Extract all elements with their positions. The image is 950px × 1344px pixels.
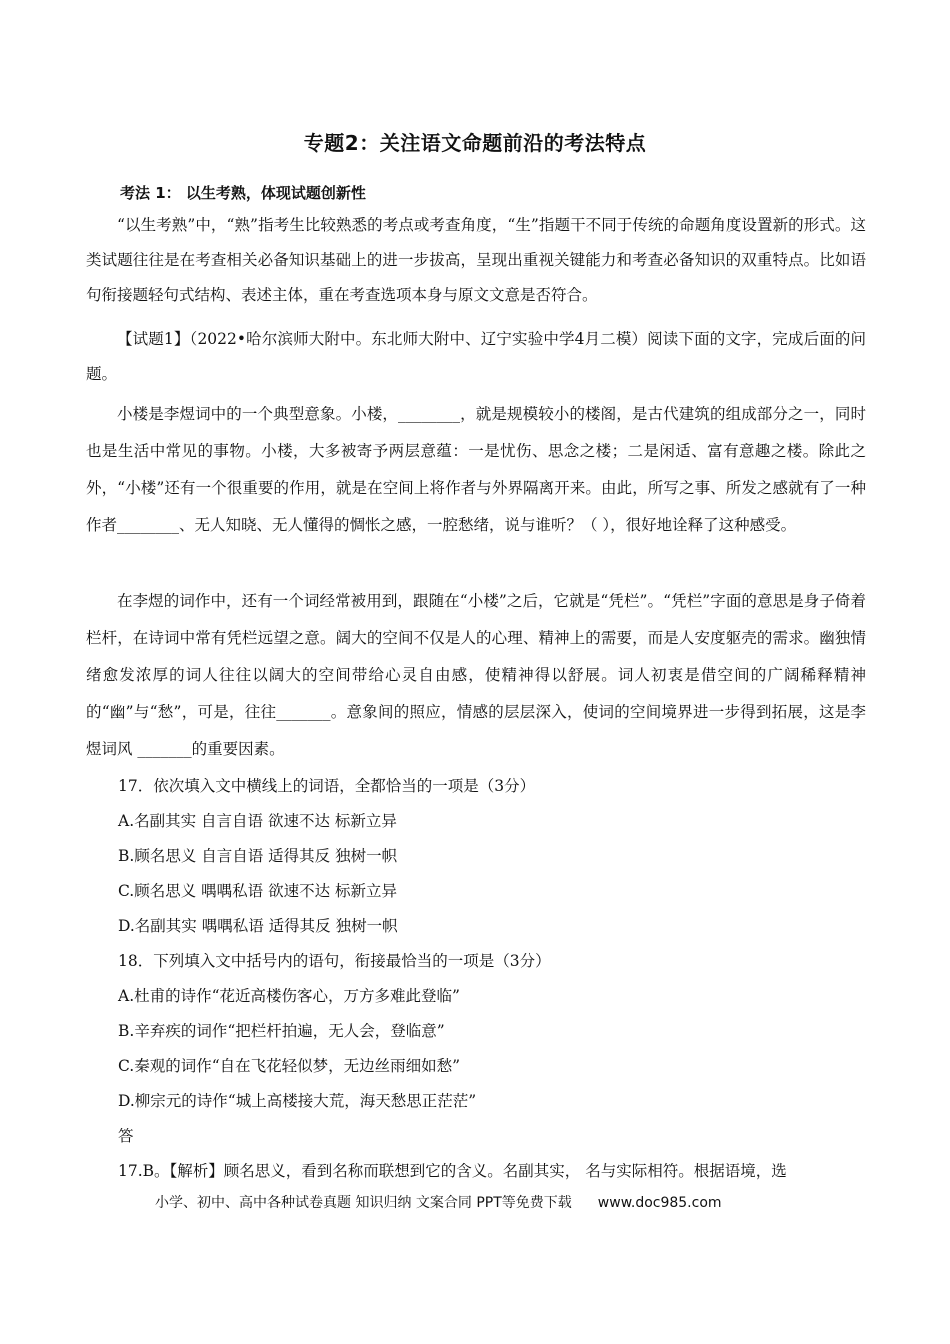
footer-text: 小学、初中、高中各种试卷真题 知识归纳 文案合同 PPT等免费下载 bbox=[155, 1195, 572, 1211]
question-intro: 【试题1】（2022•哈尔滨师大附中。东北师大附中、辽宁实验中学4月二模）阅读下面的文字，完成后面的问题。 bbox=[86, 330, 866, 383]
question-17-option-a: A.名副其实 自言自语 欲速不达 标新立异 bbox=[118, 812, 397, 830]
question-18-stem: 18．下列填入文中括号内的语句，衔接最恰当的一项是（3分） bbox=[118, 952, 551, 970]
question-17-option-b: B.顾名思义 自言自语 适得其反 独树一帜 bbox=[118, 847, 398, 865]
footer-url[interactable]: www.doc985.com bbox=[597, 1195, 722, 1211]
question-17-option-d: D.名副其实 喁喁私语 适得其反 独树一帜 bbox=[118, 917, 398, 935]
section-heading: 考法 1： 以生考熟，体现试题创新性 bbox=[120, 184, 366, 202]
question-18-option-b: B.辛弃疾的词作“把栏杆拍遍，无人会，登临意” bbox=[118, 1022, 445, 1040]
question-17-stem: 17．依次填入文中横线上的词语，全都恰当的一项是（3分） bbox=[118, 777, 536, 795]
page-title: 专题2：关注语文命题前沿的考法特点 bbox=[303, 131, 647, 155]
question-18-option-d: D.柳宗元的诗作“城上高楼接大荒，海天愁思正茫茫” bbox=[118, 1092, 477, 1110]
passage-paragraph-2: 在李煜的词作中，还有一个词经常被用到，跟随在“小楼”之后，它就是“凭栏”。“凭栏”字面的意思是身子倚着栏杆，在诗词中常有凭栏远望之意。阔大的空间不仅是人的心理、精神上的需要，而是人安度躯壳的需求。幽独情绪愈发浓厚的词人往往以阔大的空间带给心灵自由感，使精神得以舒展。词人初衷是借空间的广阔稀释精神的“幽”与“愁”，可是，往往_______。意象间的照应，情感的层层深入，使词的空间境界进一步得到拓展，这是李煜词风 _______的重要因素。 bbox=[86, 592, 866, 758]
passage-paragraph-1: 小楼是李煜词中的一个典型意象。小楼，________，就是规模较小的楼阁，是古代建筑的组成部分之一，同时也是生活中常见的事物。小楼，大多被寄予两层意蕴：一是忧伤、思念之楼；二是闲适、富有意趣之楼。除此之外，“小楼”还有一个很重要的作用，就是在空间上将作者与外界隔离开来。由此，所写之事、所发之感就有了一种作者________、无人知晓、无人懂得的惆怅之感，一腔愁绪，说与谁听？（ ），很好地诠释了这种感受。 bbox=[86, 405, 866, 534]
answer-label: 答 bbox=[118, 1127, 134, 1145]
question-18-option-a: A.杜甫的诗作“花近高楼伤客心，万方多难此登临” bbox=[118, 987, 460, 1005]
answer-17: 17.B。【解析】顾名思义，看到名称而联想到它的含义。名副其实， 名与实际相符。根据语境，选 bbox=[118, 1162, 787, 1180]
question-17-option-c: C.顾名思义 喁喁私语 欲速不达 标新立异 bbox=[118, 882, 398, 900]
intro-paragraph: “以生考熟”中，“熟”指考生比较熟悉的考点或考查角度，“生”指题干不同于传统的命题角度设置新的形式。这类试题往往是在考查相关必备知识基础上的进一步拔高，呈现出重视关键能力和考查必备知识的双重特点。比如语句衔接题轻句式结构、表述主体，重在考查选项本身与原文文意是否符合。 bbox=[86, 216, 866, 304]
question-18-option-c: C.秦观的词作“自在飞花轻似梦，无边丝雨细如愁” bbox=[118, 1057, 461, 1075]
page-footer bbox=[155, 1192, 722, 1212]
